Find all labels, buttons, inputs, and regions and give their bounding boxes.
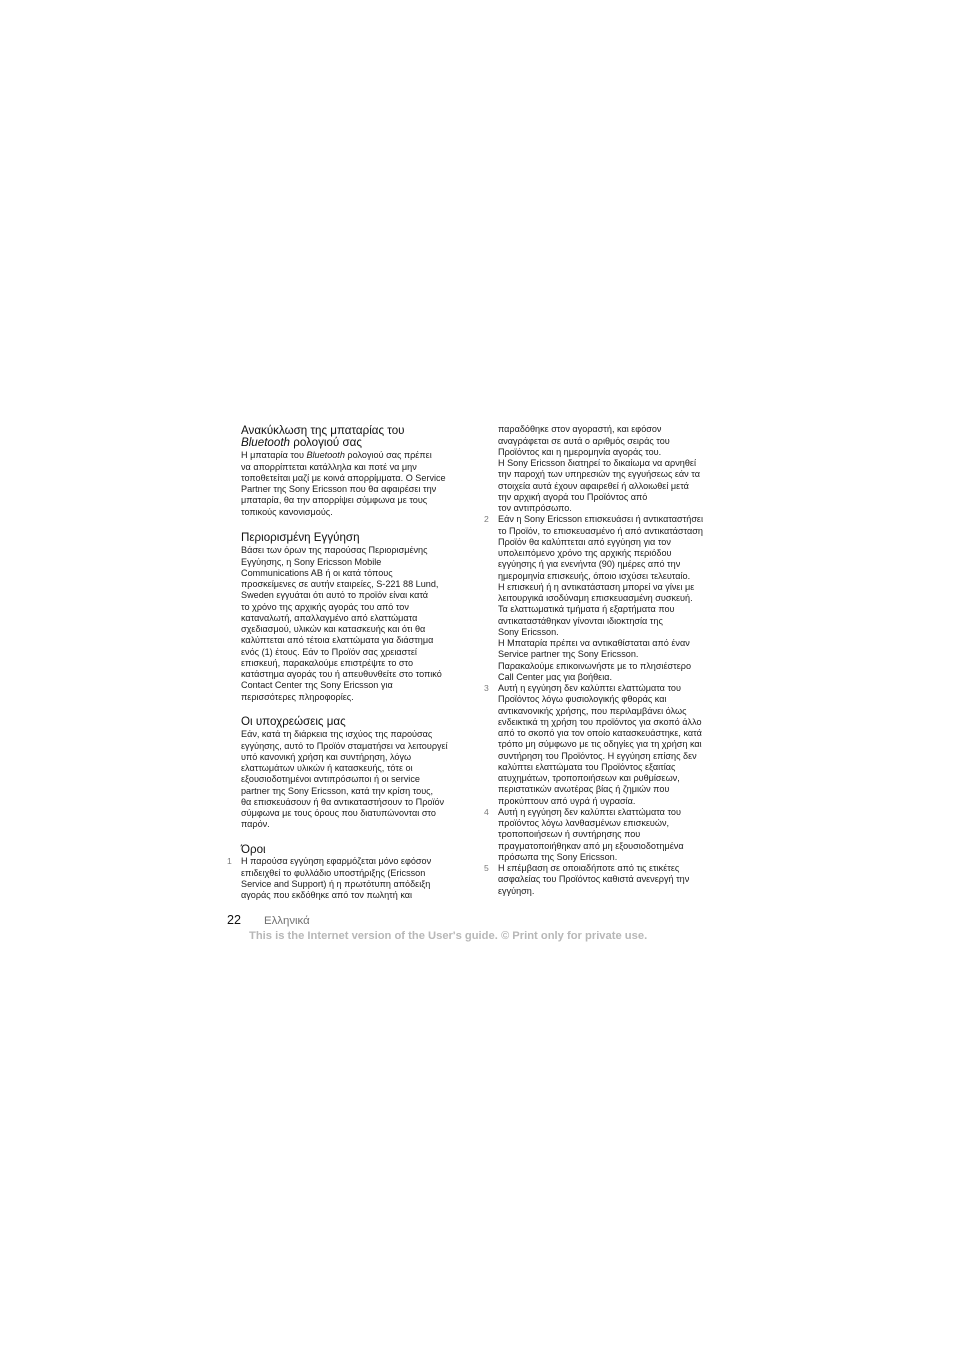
text-line: επισκευή, παρακαλούμε επιστρέψτε το στο [241, 657, 414, 668]
text-line: Η παρούσα εγγύηση εφαρμόζεται μόνο εφόσον [241, 856, 432, 867]
text-line: καταναλωτή, απαλλαγμένο από ελαττώματα [241, 612, 418, 623]
text-line: Η Μπαταρία πρέπει να αντικαθίσταται από έναν [498, 638, 690, 649]
text-line: Αυτή η εγγύηση δεν καλύπτει ελαττώματα του [498, 683, 681, 694]
text-line: σχεδιασμού, υλικών και κατασκευής και ότι θα [241, 624, 426, 635]
text-line: Προϊόντος και η ημερομηνία αγοράς του. [498, 446, 662, 457]
text-line: εξουσιοδοτημένοι αντιπρόσωποι ή οι service [241, 774, 420, 785]
text-line: καλύπτει ελαττώματα του Προϊόντος εξαιτίας [498, 761, 676, 772]
text-line: προκύπτουν από υγρά ή υγρασία. [498, 795, 636, 806]
internet-version-notice: This is the Internet version of the User's guide. © Print only for private use. [249, 930, 648, 942]
terms-item-2 [484, 514, 703, 683]
text-line: την παροχή των υπηρεσιών της εγγυήσεως εάν τα [498, 469, 700, 480]
heading-italic-word: Bluetooth [241, 436, 290, 450]
text-line: Η επισκευή ή η αντικατάσταση μπορεί να γίνει με [498, 581, 695, 592]
our-obligations-body [241, 729, 448, 830]
text-line: Call Center μας για βοήθεια. [498, 671, 613, 682]
text-line: πραγματοποιήθηκαν από μη εξουσιοδοτημένα [498, 840, 684, 851]
text-line: αγοράς που εκδόθηκε από τον πωλητή και [241, 890, 413, 901]
text-line: να απορρίπτεται κατάλληλα και ποτέ να μην [241, 461, 417, 472]
text-line: παρόν. [241, 819, 270, 830]
text-line: Αυτή η εγγύηση δεν καλύπτει ελαττώματα του [498, 806, 681, 817]
heading-line-rest: ρολογιού σας [290, 436, 362, 450]
our-obligations-heading [241, 716, 346, 728]
item-number: 1 [227, 856, 232, 867]
text-line: Service partner της Sony Ericsson. [498, 649, 639, 660]
text-line: Βάσει των όρων της παρούσας Περιορισμένης [241, 545, 428, 556]
terms-item-5 [484, 863, 703, 897]
text-line: τοποθετείται μαζί με κοινά απορρίμματα. Ο Service [241, 472, 446, 483]
heading-line: Όροι [241, 842, 266, 856]
heading-line: Οι υποχρεώσεις μας [241, 714, 346, 728]
text-line: αντικανονικής χρήσης, που περιλαμβάνει όλως [498, 705, 687, 716]
text-line: Sony Ericsson. [498, 626, 559, 637]
text-line: Η Sony Ericsson διατηρεί το δικαίωμα να αρνηθεί [498, 458, 696, 469]
text-segment: ρολογιού σας πρέπει [344, 450, 432, 461]
terms-right-column [484, 424, 703, 897]
text-line: ατυχημάτων, τροποποιήσεων και ρυθμίσεων, [498, 773, 680, 784]
terms-item-3 [484, 683, 703, 807]
item-number: 2 [484, 514, 489, 525]
text-line: το χρόνο της αρχικής αγοράς του από τον [241, 601, 409, 612]
item-number: 3 [484, 683, 489, 694]
limited-warranty-heading [241, 532, 360, 544]
text-line: εγγύησης, αυτό το Προϊόν σταματήσει να λειτουργεί [241, 740, 448, 751]
text-line [241, 450, 446, 461]
text-line: Η επέμβαση σε οποιαδήποτε από τις ετικέτες [498, 863, 680, 874]
text-line: τρόπο μη σύμφωνο με τις οδηγίες για τη χρήση και [498, 739, 702, 750]
text-line: τον αντιπρόσωπο. [498, 503, 572, 514]
heading-line [241, 437, 405, 449]
text-line: Προϊόντος λόγω φυσιολογικής φθοράς και [498, 694, 667, 705]
text-italic-word: Bluetooth [306, 450, 345, 461]
battery-recycling-body [241, 450, 446, 518]
text-line: πρόσωπα της Sony Ericsson. [498, 851, 618, 862]
text-line: ενδεικτικά τη χρήση του προϊόντος για σκοπό άλλο [498, 716, 702, 727]
list-item [227, 856, 432, 901]
text-line: σύμφωνα με τους όρους που διατυπώνονται στο [241, 808, 436, 819]
text-segment: Η μπαταρία του [241, 450, 307, 461]
limited-warranty-body [241, 545, 442, 703]
text-line: Communications AB ή οι κατά τόπους [241, 567, 393, 578]
text-line: λειτουργικά ισοδύναμη επισκευασμένη συσκευή. [498, 593, 693, 604]
battery-recycling-heading [241, 425, 405, 449]
text-line: Εάν, κατά τη διάρκεια της ισχύος της παρούσας [241, 729, 433, 740]
text-line: από το σκοπό για τον οποίο κατασκευάστηκε, κατά [498, 728, 702, 739]
text-line: τοπικούς κανονισμούς. [241, 506, 333, 517]
text-line: Contact Center της Sony Ericsson για [241, 680, 393, 691]
text-line: το Προϊόν, το επισκευασμένο ή από αντικατάσταση [498, 525, 703, 536]
text-line: Τα ελαττωματικά τμήματα ή εξαρτήματα που [498, 604, 675, 615]
text-line: ελαττωμάτων υλικών ή κατασκευής, τότε οι [241, 763, 413, 774]
text-line: αντικαταστάθηκαν γίνονται ιδιοκτησία της [498, 615, 663, 626]
text-line: την αρχική αγορά του Προϊόντος από [498, 491, 648, 502]
text-line: υπολειπόμενο χρόνο της αρχικής περιόδου [498, 548, 672, 559]
text-line: μπαταρία, θα την απορρίψει σύμφωνα με τους [241, 495, 428, 506]
terms-item-4 [484, 806, 703, 863]
text-line: περισσότερες πληροφορίες. [241, 691, 354, 702]
text-line: παραδόθηκε στον αγοραστή, και εφόσον [498, 424, 662, 435]
text-line: ημερομηνία επισκευής, όποιο ισχύσει τελευταίο. [498, 570, 691, 581]
text-line: Προϊόν θα καλύπτεται από εγγύηση για τον [498, 536, 671, 547]
terms-heading [241, 844, 266, 856]
text-line: Partner της Sony Ericsson που θα αφαιρέσει την [241, 484, 437, 495]
text-line: εγγύηση. [498, 885, 535, 896]
text-line: προϊόντος λόγω λανθασμένων επισκευών, [498, 818, 670, 829]
item-number: 4 [484, 806, 489, 817]
text-line: συντήρηση του Προϊόντος. Η εγγύηση επίσης δεν [498, 750, 697, 761]
text-line: Εγγύησης, η Sony Ericsson Mobile [241, 556, 382, 567]
page-number: 22 [227, 913, 242, 927]
text-line: προσκείμενες σε αυτήν εταιρείες, S-221 88 Lund, [241, 579, 439, 590]
text-line: εγγύησης ή για ενενήντα (90) ημέρες από την [498, 559, 681, 570]
heading-line: Περιορισμένη Εγγύηση [241, 530, 360, 544]
heading-line: Ανακύκλωση της μπαταρίας του [241, 424, 405, 437]
text-line: ασφαλείας του Προϊόντος καθιστά ανενεργή την [498, 874, 690, 885]
terms-item-1 [227, 856, 432, 901]
terms-item-1-continued [498, 424, 703, 514]
text-line: Εάν η Sony Ericsson επισκευάσει ή αντικαταστήσει [498, 514, 703, 525]
text-line: Παρακαλούμε επικοινωνήστε με το πλησιέστερο [498, 660, 692, 671]
text-line: θα επισκευάσουν ή θα αντικαταστήσουν το Προϊόν [241, 796, 445, 807]
text-line: τροποποιήσεων ή συντήρησης που [498, 829, 641, 840]
text-line: partner της Sony Ericsson, κατά την κρίση τους, [241, 785, 434, 796]
text-line: κατάστημα αγοράς του ή απευθυνθείτε στο τοπικό [241, 669, 442, 680]
text-line: επιδειχθεί το φυλλάδιο υποστήριξης (Ericsson [241, 867, 426, 878]
text-line: στοιχεία αυτά έχουν αφαιρεθεί ή αλλοιωθεί μετά [498, 480, 689, 491]
text-line: καλύπτεται από τέτοια ελαττώματα για διάστημα [241, 635, 434, 646]
item-number: 5 [484, 863, 489, 874]
text-line: Sweden εγγυάται ότι αυτό το προϊόν είναι κατά [241, 590, 429, 601]
text-line: υπό κανονική χρήση και συντήρηση, λόγω [241, 751, 412, 762]
text-line: αναγράφεται σε αυτά ο αριθμός σειράς του [498, 435, 670, 446]
text-line: Service and Support) ή η πρωτότυπη απόδειξη [241, 878, 431, 889]
text-line: ενός (1) έτους. Εάν το Προϊόν σας χρειαστεί [241, 646, 417, 657]
text-line: περιστατικών ανωτέρας βίας ή ζημιών που [498, 784, 670, 795]
page-language: Ελληνικά [264, 915, 310, 927]
